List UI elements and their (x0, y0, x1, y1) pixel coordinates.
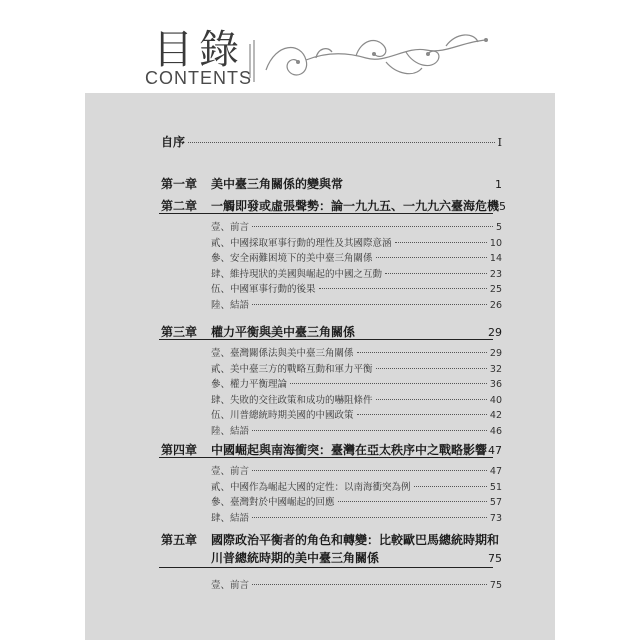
dot-leader (319, 288, 487, 289)
toc-entry-section (211, 423, 502, 437)
dot-leader (414, 486, 487, 487)
toc-entry-section-page: 40 (489, 394, 502, 406)
dot-leader (252, 304, 487, 305)
dot-leader (376, 257, 487, 258)
chapter-label: 第三章 (161, 325, 198, 339)
chapter-label: 第四章 (161, 443, 198, 457)
toc-entry-section-text: 伍、中國軍事行動的後果 (211, 284, 316, 296)
toc-entry-section (211, 510, 502, 524)
toc-entry-section-page: 29 (489, 348, 502, 359)
toc-entry-preface-text: 自序 (161, 135, 186, 149)
toc-entry-section (211, 345, 502, 359)
dot-leader (376, 399, 487, 400)
chapter-label: 第一章 (161, 177, 198, 191)
toc-entry-section (211, 392, 502, 406)
chapter-divider (159, 567, 493, 568)
toc-entry-section-text: 伍、川普總統時期美國的中國政策 (211, 410, 354, 422)
toc-entry-section (211, 479, 502, 493)
toc-entry-section-page: 46 (489, 426, 502, 437)
toc-entry-section-text: 壹、前言 (211, 580, 250, 591)
toc-entry-section (211, 577, 502, 591)
chapter-page: 5 (499, 200, 507, 213)
toc-entry-section (211, 297, 502, 311)
toc-entry-section (211, 376, 502, 390)
chapter-page: 29 (488, 326, 502, 339)
chapter-title: 川普總統時期的美中臺三角關係 (211, 551, 380, 565)
toc-entry-preface-page: I (497, 136, 502, 149)
chapter-page: 1 (495, 178, 502, 191)
toc-title-english: CONTENTS (145, 68, 252, 88)
toc-entry-section-page: 10 (489, 237, 502, 249)
toc-entry-section-page: 51 (489, 481, 502, 493)
dot-leader (338, 501, 487, 502)
toc-entry-section (211, 235, 502, 249)
toc-entry-section-page: 73 (489, 512, 502, 524)
toc-entry-section-page: 36 (489, 379, 502, 391)
chapter-page: 75 (488, 552, 502, 565)
toc-entry-section-text: 貳、美中臺三方的戰略互動和軍力平衡 (211, 363, 373, 375)
dot-leader (252, 584, 487, 585)
toc-entry-section-page: 26 (489, 300, 502, 311)
toc-entry-section-text: 肆、結語 (211, 512, 250, 524)
toc-entry-section (211, 250, 502, 264)
toc-entry-section (211, 494, 502, 508)
toc-entry-section-page: 57 (489, 497, 502, 509)
dot-leader (357, 352, 487, 353)
dot-leader (252, 226, 493, 227)
toc-entry-chapter (211, 323, 502, 340)
toc-entry-preface (161, 133, 502, 150)
toc-entry-section-page: 47 (489, 466, 502, 477)
toc-list (85, 93, 555, 640)
toc-entry-section-text: 參、臺灣對於中國崛起的回應 (211, 497, 335, 509)
toc-entry-section (211, 266, 502, 280)
toc-entry-section-text: 壹、前言 (211, 466, 250, 477)
toc-entry-section-page: 75 (489, 580, 502, 591)
dot-leader (252, 470, 487, 471)
chapter-title: 權力平衡與美中臺三角關係 (211, 325, 356, 339)
chapter-page: 47 (488, 444, 502, 457)
dot-leader (385, 273, 487, 274)
dot-leader (357, 414, 487, 415)
toc-entry-section (211, 463, 502, 477)
toc-entry-section-text: 貳、中國採取軍事行動的理性及其國際意涵 (211, 237, 392, 249)
toc-entry-section (211, 407, 502, 421)
toc-entry-section-text: 壹、前言 (211, 222, 250, 233)
toc-entry-section-page: 5 (495, 222, 502, 233)
floral-ornament-icon (246, 22, 502, 92)
toc-entry-section-text: 陸、結語 (211, 426, 250, 437)
dot-leader (376, 368, 487, 369)
toc-entry-section-text: 肆、失敗的交往政策和成功的嚇阻條件 (211, 394, 373, 406)
toc-title: 目錄 (153, 27, 245, 73)
chapter-title: 中國崛起與南海衝突：臺灣在亞太秩序中之戰略影響 (211, 443, 488, 457)
toc-entry-section-text: 壹、臺灣關係法與美中臺三角關係 (211, 348, 354, 359)
chapter-label: 第二章 (161, 199, 198, 213)
toc-entry-section-text: 參、權力平衡理論 (211, 379, 288, 391)
toc-entry-section-page: 25 (489, 284, 502, 296)
toc-entry-section-page: 32 (489, 363, 502, 375)
toc-entry-section-text: 肆、維持現狀的美國與崛起的中國之互動 (211, 268, 383, 280)
toc-entry-section-text: 貳、中國作為崛起大國的定性：以南海衝突為例 (211, 481, 411, 493)
dot-leader (395, 242, 487, 243)
dot-leader (290, 383, 487, 384)
toc-entry-section (211, 361, 502, 375)
toc-entry-section-text: 參、安全兩難困境下的美中臺三角關係 (211, 253, 373, 265)
toc-panel (85, 93, 555, 640)
dot-leader (252, 517, 487, 518)
chapter-label: 第五章 (161, 533, 198, 547)
toc-entry-chapter (211, 549, 502, 566)
chapter-title: 美中臺三角關係的變與常 (211, 177, 344, 191)
dot-leader (252, 430, 487, 431)
chapter-title-line1: 國際政治平衡者的角色和轉變：比較歐巴馬總統時期和 (211, 533, 500, 547)
toc-entry-chapter (211, 441, 502, 458)
toc-entry-section (211, 219, 502, 233)
toc-entry-chapter (211, 197, 507, 214)
toc-header (0, 0, 640, 92)
toc-entry-section-page: 42 (489, 410, 502, 422)
toc-entry-section (211, 281, 502, 295)
toc-entry-section-page: 23 (489, 268, 502, 280)
dot-leader (188, 142, 495, 143)
toc-entry-section-text: 陸、結語 (211, 300, 250, 311)
chapter-title: 一觸即發或虛張聲勢：論一九九五、一九九六臺海危機 (211, 199, 500, 213)
toc-entry-chapter (211, 175, 502, 192)
toc-entry-section-page: 14 (489, 253, 502, 265)
